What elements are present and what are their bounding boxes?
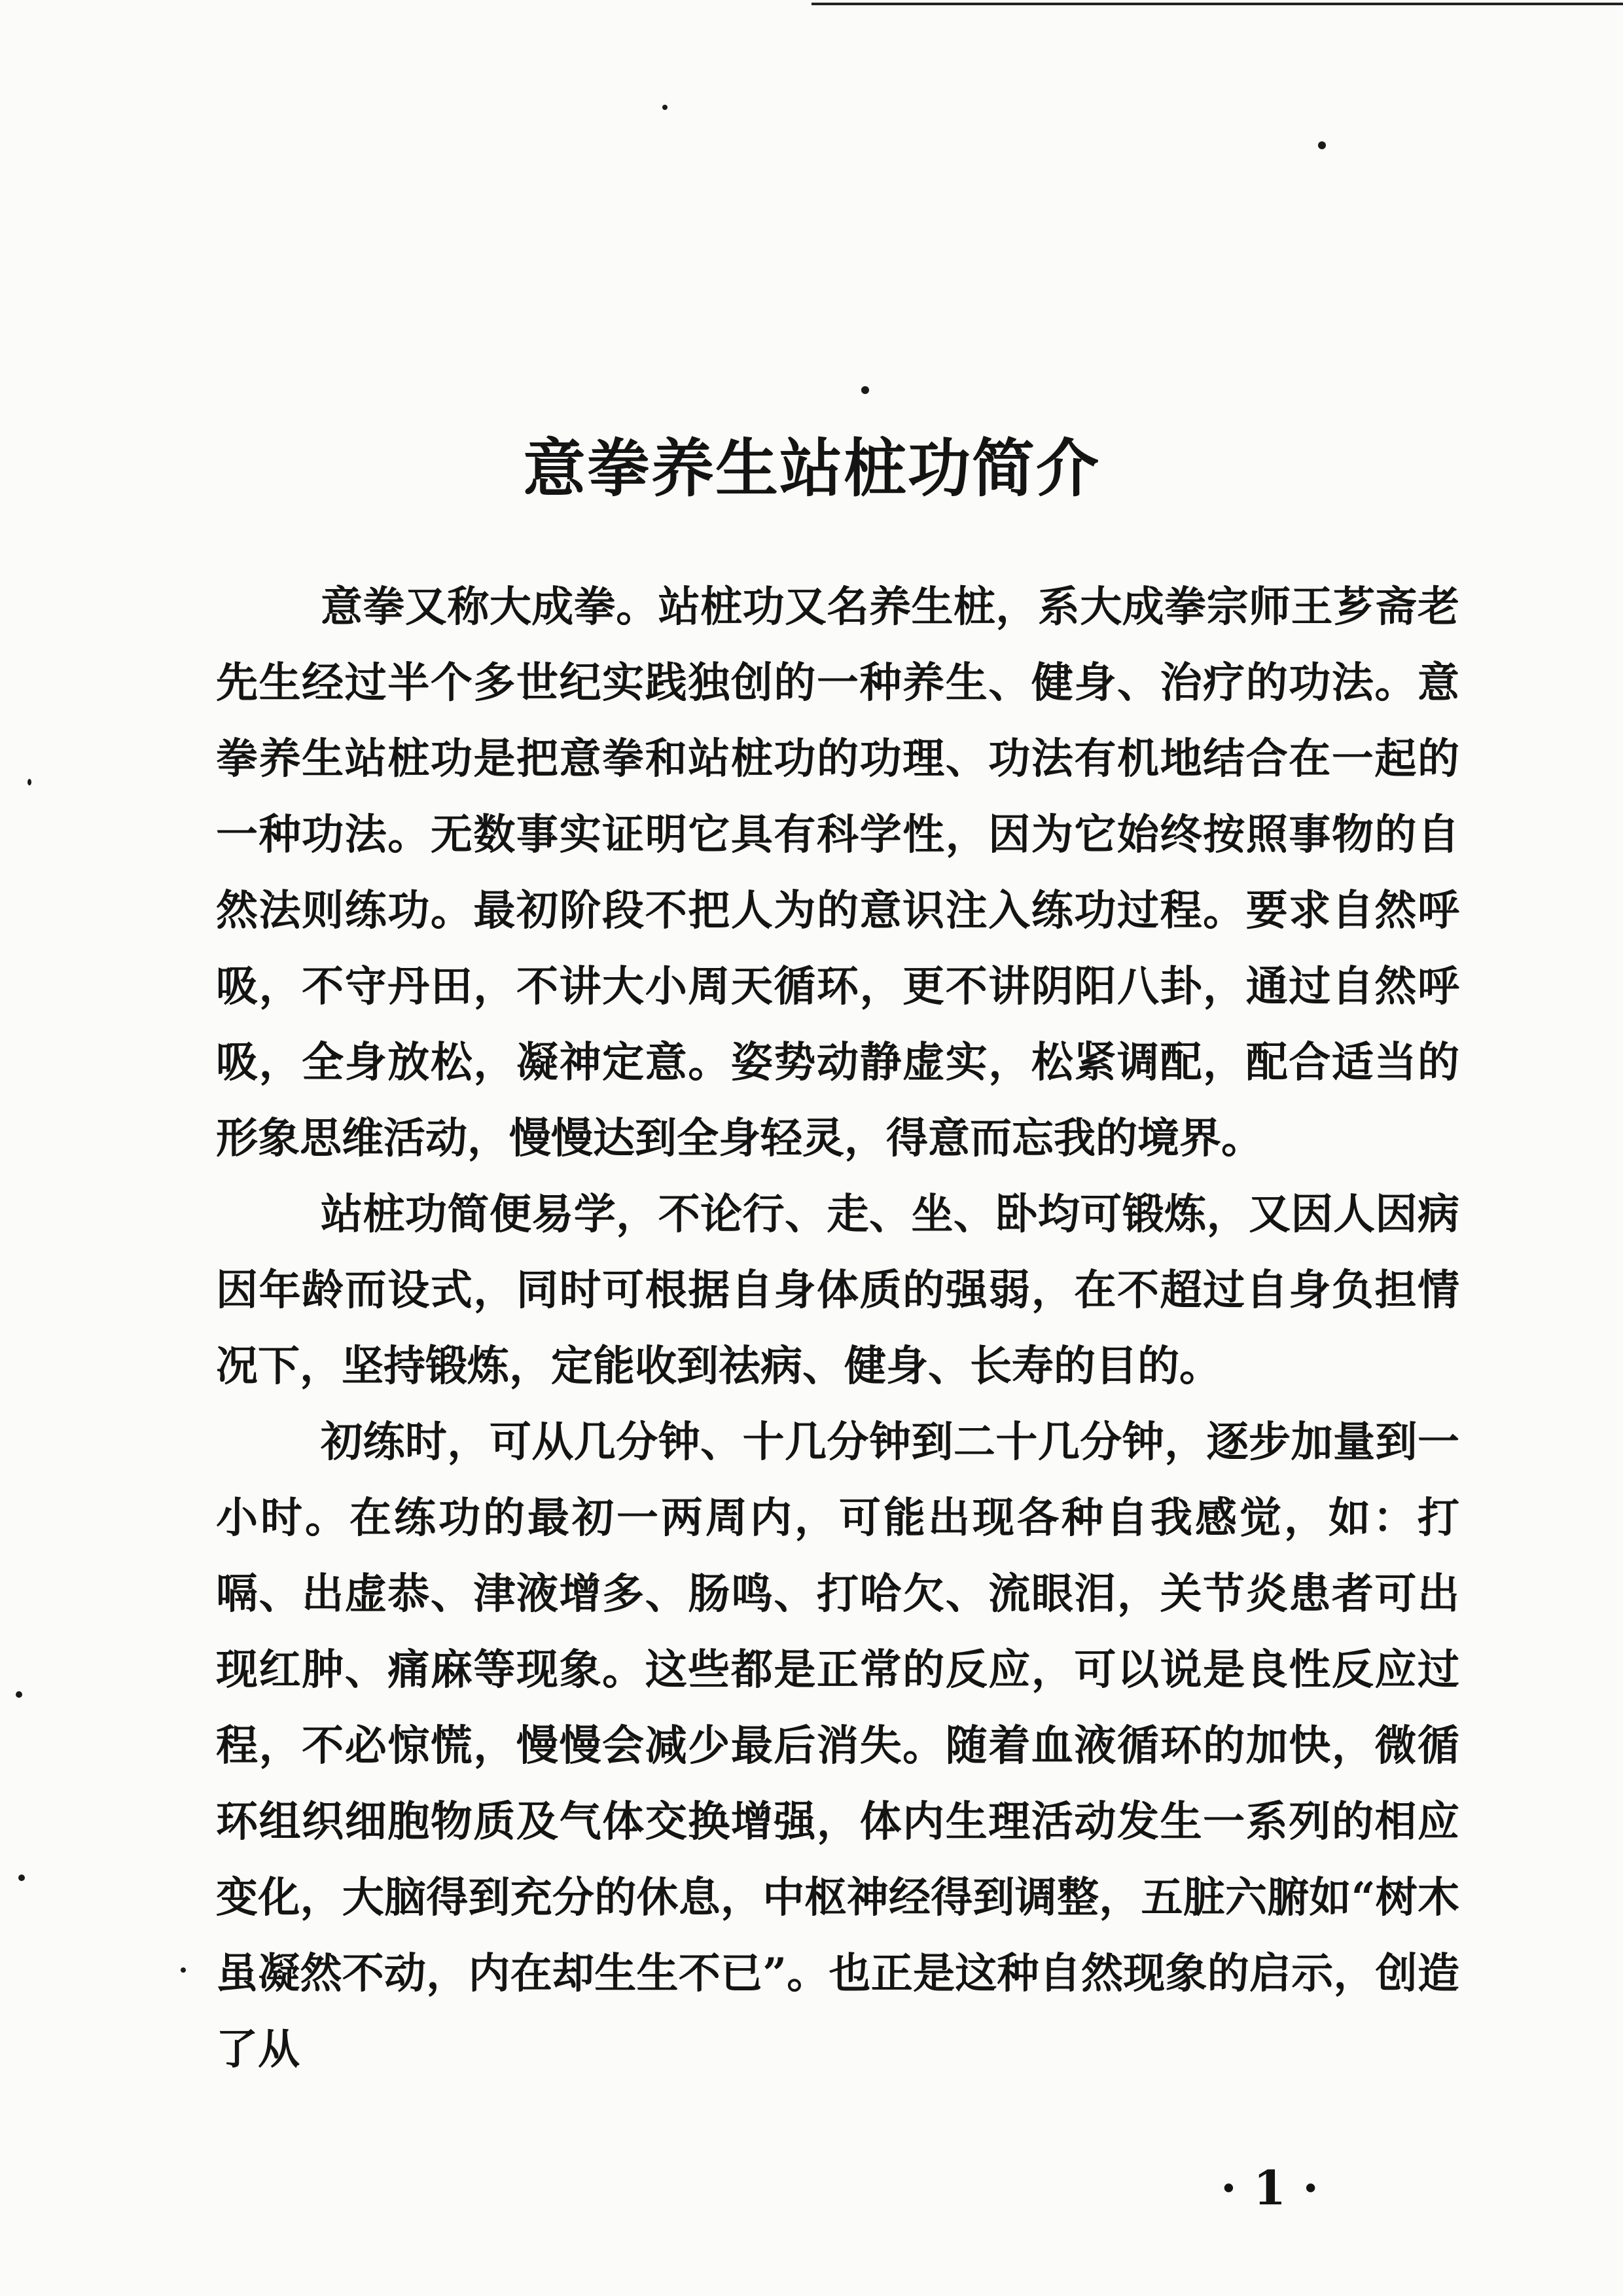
scan-speck: [16, 1691, 22, 1698]
paragraph: 意拳又称大成拳。站桩功又名养生桩，系大成拳宗师王芗斋老先生经过半个多世纪实践独创的一种养生、健身、治疗的功法。意拳养生站桩功是把意拳和站桩功的功理、功法有机地结合在一起的一种功法。无数事实证明它具有科学性，因为它始终按照事物的自然法则练功。最初阶段不把人为的意识注入练功过程。要求自然呼吸，不守丹田，不讲大小周天循环，更不讲阴阳八卦，通过自然呼吸，全身放松，凝神定意。姿势动静虚实，松紧调配，配合适当的形象思维活动，慢慢达到全身轻灵，得意而忘我的境界。: [216, 583, 1459, 1163]
page-number: · 1 ·: [1220, 2160, 1319, 2215]
scan-speck: [181, 1967, 186, 1973]
paragraph: 初练时，可从几分钟、十几分钟到二十几分钟，逐步加量到一小时。在练功的最初一两周内，可能出现各种自我感觉，如：打嗝、出虚恭、津液增多、肠鸣、打哈欠、流眼泪，关节炎患者可出现红肿、痛麻等现象。这些都是正常的反应，可以说是良性反应过程，不必惊慌，慢慢会减少最后消失。随着血液循环的加快，微循环组织细胞物质及气体交换增强，体内生理活动发生一系列的相应变化，大脑得到充分的休息，中枢神经得到调整，五脏六腑如“树木虽凝然不动，内在却生生不已”。也正是这种自然现象的启示，创造了从: [216, 1418, 1459, 2074]
paragraph: 站桩功简便易学，不论行、走、坐、卧均可锻炼，又因人因病因年龄而设式，同时可根据自身体质的强弱，在不超过自身负担情况下，坚持锻炼，定能收到祛病、健身、长寿的目的。: [216, 1190, 1459, 1391]
body-text: [216, 569, 1459, 2088]
scan-speck: [861, 386, 869, 394]
top-border-line: [812, 3, 1623, 5]
scan-speck: [18, 1874, 25, 1881]
scan-speck: [27, 779, 31, 785]
scan-speck: [1318, 141, 1326, 149]
scan-speck: [662, 105, 668, 110]
page-title: 意拳养生站桩功简介: [523, 431, 1100, 505]
